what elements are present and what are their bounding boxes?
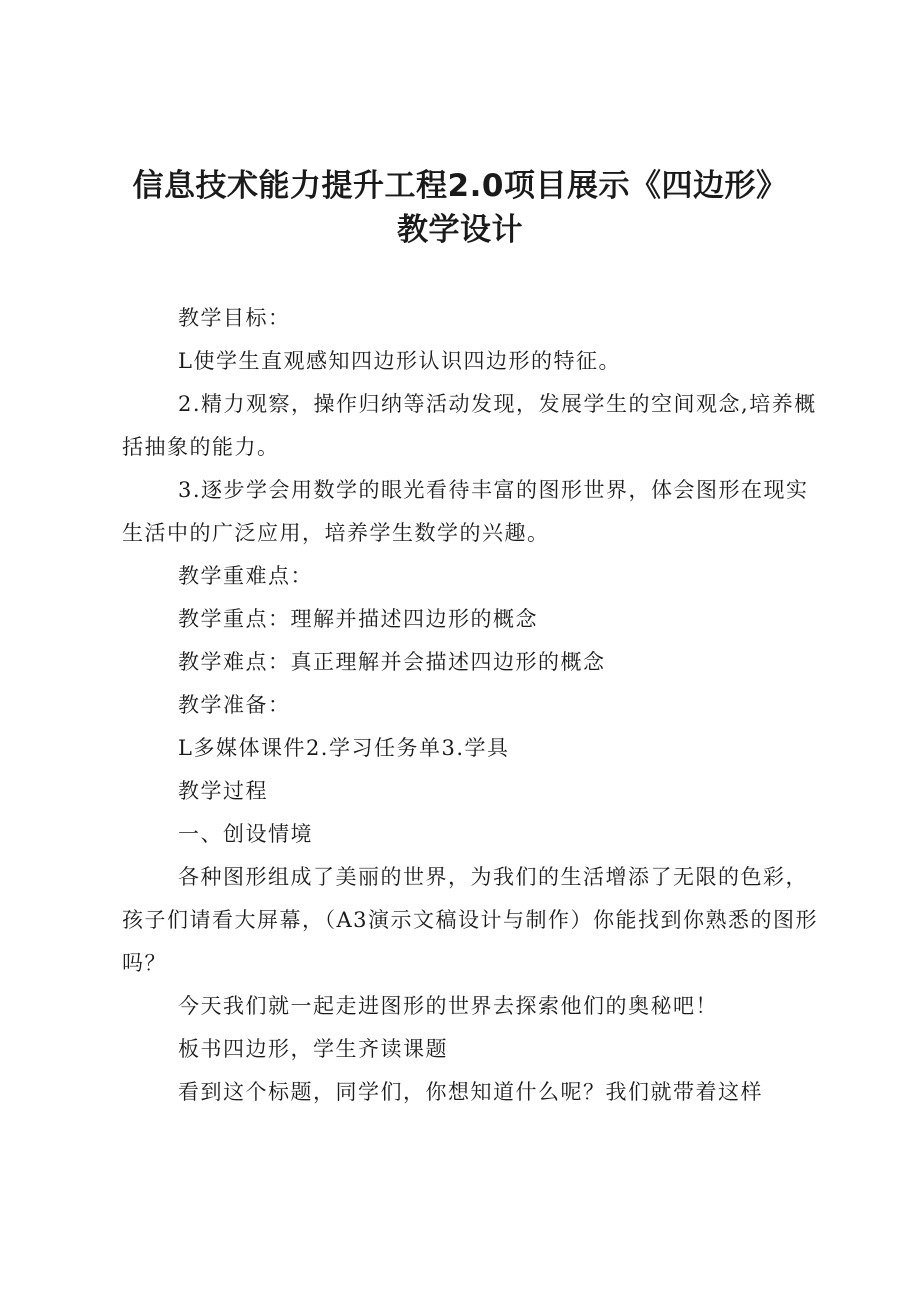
section-heading-objectives: 教学目标： bbox=[178, 306, 291, 330]
subsection-heading-scenario: 一、创设情境 bbox=[178, 822, 313, 846]
document-title: 信息技术能力提升工程2.0项目展示《四边形》 bbox=[132, 168, 788, 204]
section-heading-key-points: 教学重难点： bbox=[178, 564, 313, 588]
objective-1: L使学生直观感知四边形认识四边形的特征。 bbox=[178, 349, 621, 373]
document-subtitle: 教学设计 bbox=[397, 212, 523, 248]
objective-3: 3.逐步学会用数学的眼光看待丰富的图形世界，体会图形在现实生活中的广泛应用，培养学生数学的兴趣。 bbox=[122, 478, 809, 545]
difficult-point: 教学难点：真正理解并会描述四边形的概念 bbox=[178, 650, 606, 674]
document-body bbox=[122, 297, 822, 1114]
board-note-paragraph: 板书四边形，学生齐读课题 bbox=[178, 1037, 448, 1061]
objective-2: 2.精力观察，操作归纳等活动发现，发展学生的空间观念,培养概括抽象的能力。 bbox=[122, 392, 817, 459]
section-heading-process: 教学过程 bbox=[178, 779, 268, 803]
section-heading-preparation: 教学准备： bbox=[178, 693, 291, 717]
key-point: 教学重点：理解并描述四边形的概念 bbox=[178, 607, 538, 631]
question-paragraph: 看到这个标题，同学们，你想知道什么呢？我们就带着这样 bbox=[178, 1080, 763, 1104]
scenario-paragraph: 各种图形组成了美丽的世界，为我们的生活增添了无限的色彩，孩子们请看大屏幕，（A3演示文稿设计与制作）你能找到你熟悉的图形吗？ bbox=[122, 865, 819, 975]
preparation-list: L多媒体课件2.学习任务单3.学具 bbox=[178, 736, 510, 760]
intro-paragraph: 今天我们就一起走进图形的世界去探索他们的奥秘吧！ bbox=[178, 994, 718, 1018]
